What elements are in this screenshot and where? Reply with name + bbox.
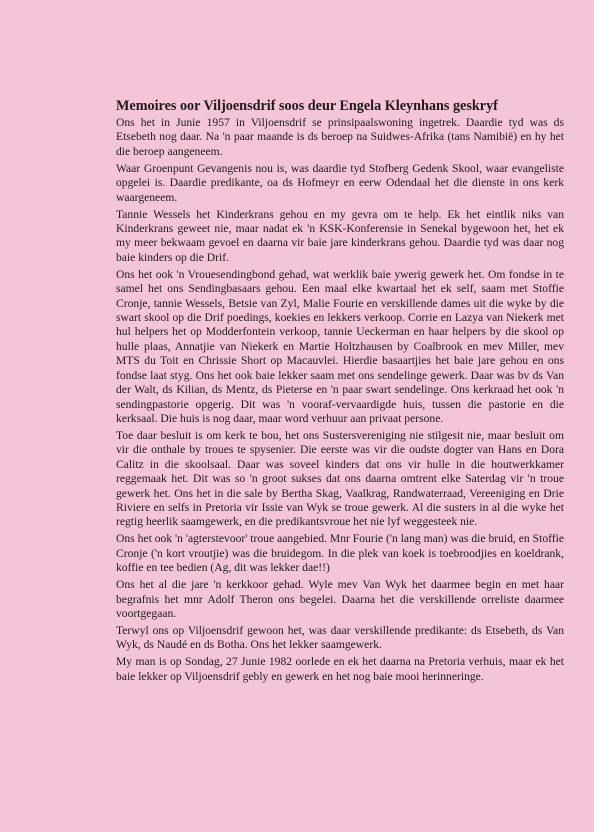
document-title: Memoires oor Viljoensdrif soos deur Engela Kleynhans geskryf: [116, 98, 498, 114]
paragraph-sustersvereniging: Toe daar besluit is om kerk te bou, het ons Sustersvereniging nie stilgesit nie, maar besluit om vir die onthale by troues te spysenier. Die eerste was vir die oudste dogter van Hans en Dora Calitz in die skoolsaal. Daar was soveel kinders dat ons vir hulle in die houtwerkkamer reggemaak het. Dit was so 'n groot sukses dat ons daarna omtrent elke Saterdag vir 'n troue gewerk het. Ons het in die sale by Bertha Skag, Vaalkrag, Randwaterraad, Vereeniging en Drie Riviere en selfs in Pretoria vir Issie van Wyk se troue gewerk. Al die susters in al die wyke het regtig heerlik saamgewerk, en die predikantsvroue het nie lyf weggesteek nie.: [116, 428, 564, 529]
paragraph-agterstevoor-troue: Ons het ook 'n 'agterstevoor' troue aangebied. Mnr Fourie ('n lang man) was die bruid, en Stoffie Cronje ('n kort vroutjie) was die bruidegom. In die plek van koek is toebroodjies en koeldrank, koffie en tee bedien (Ag, dit was lekker dae!!): [116, 532, 564, 575]
paragraph-kinderkrans: Tannie Wessels het Kinderkrans gehou en my gevra om te help. Ek het eintlik niks van Kinderkrans geweet nie, maar nadat ek 'n KSK-Konferensie in Senekal bygewoon het, het ek my meer bekwaam gevoel en daarna vir baie jare kinderkrans gehou. Daardie tyd was daar nog baie kinders op die Drif.: [116, 207, 564, 264]
paragraph-kerkkoor: Ons het al die jare 'n kerkkoor gehad. Wyle mev Van Wyk het daarmee begin en met haar begrafnis het mnr Adolf Theron ons begelei. Daarna het die verskillende orreliste daarmee voortgegaan.: [116, 578, 564, 620]
paragraph-vrouesendingbond: Ons het ook 'n Vrouesendingbond gehad, wat werklik baie ywerig gewerk het. Om fondse in te samel het ons Sendingbasaars gehou. Een maal elke kwartaal het ek self, saam met Stoffie Cronje, tannie Wessels, Betsie van Zyl, Malie Fourie en verskillende dames uit die wyke by die swart skool op die Drif poedings, koekies en lekkers verkoop. Corrie en Lazya van Niekerk met hul helpers het op Modderfontein verkoop, tannie Ueckerman en haar helpers by die skool op hulle plaas, Annatjie van Niekerk en Martie Holtzhausen by Coalbrook en mev Miller, mev MTS du Toit en Chrissie Short op Macauvlei. Hierdie basaartjies het baie jare gehou en ons fondse laat styg. Ons het ook baie lekker saam met ons sendelinge gewerk. Daar was bv ds Van der Walt, ds Kilian, ds Mentz, ds Pieterse en 'n paar swart sendelinge. Ons kerkraad het ook 'n sendingpastorie opgerig. Dit was 'n vooraf-vervaardigde huis, tussen die pastorie en die kerksaal. Die huis is nog daar, maar word verhuur aan privaat persone.: [116, 267, 564, 425]
paragraph-groenpunt: Waar Groenpunt Gevangenis nou is, was daardie tyd Stofberg Gedenk Skool, waar evangeliste opgelei is. Daardie predikante, oa ds Hofmeyr en eerw Odendaal het die dienste in ons kerk waargeneem.: [116, 161, 564, 204]
paragraph-closing: My man is op Sondag, 27 Junie 1982 oorlede en ek het daarna na Pretoria verhuis, maar ek het baie lekker op Viljoensdrif gebly en gewerk en het nog baie mooi herinneringe.: [116, 655, 564, 683]
paragraph-predikante: Terwyl ons op Viljoensdrif gewoon het, was daar verskillende predikante: ds Etsebeth, ds Van Wyk, ds Naudé en ds Botha. Ons het lekker saamgewerk.: [116, 623, 564, 652]
paragraph-move-in: Ons het in Junie 1957 in Viljoensdrif se prinsipaalswoning ingetrek. Daardie tyd was ds Etsebeth nog daar. Na 'n paar maande is ds beroep na Suidwes-Afrika (tans Namibië) en hy het die beroep aangeneem.: [116, 116, 564, 158]
